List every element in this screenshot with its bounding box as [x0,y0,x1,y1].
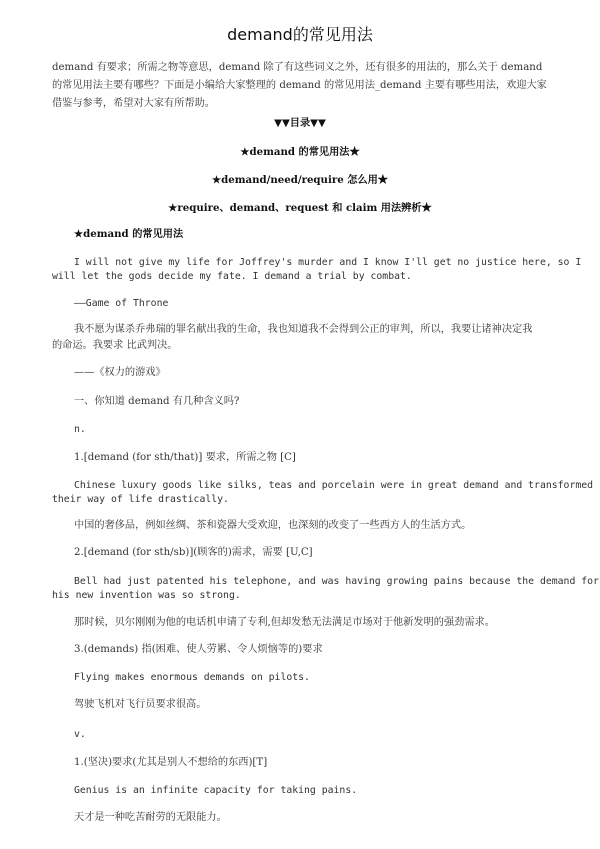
intro-line-1: demand 有要求；所需之物等意思，demand 除了有这些词义之外，还有很多的用法的，那么关于 demand [52,62,543,73]
definition-3: 3.(demands) 指(困难、使人劳累、令人烦恼等的)要求 [74,644,323,655]
intro-line-3: 借鉴与参考，希望对大家有所帮助。 [52,98,215,109]
example-2-en-line-2: his new invention was so strong. [52,590,241,601]
example-4-en: Genius is an infinite capacity for taking pains. [74,785,358,796]
section-heading: ★demand 的常见用法 [74,228,184,240]
toc-heading: ▼▼目录▼▼ [274,117,326,129]
example-2-zh: 那时候，贝尔刚刚为他的电话机申请了专利,但却发愁无法满足市场对于他新发明的强劲需求。 [74,617,495,628]
quote-zh-line-1: 我不愿为谋杀乔弗瑞的罪名献出我的生命，我也知道我不会得到公正的审判，所以，我要让诸神决定我 [74,324,533,335]
intro-line-2: 的常见用法主要有哪些？下面是小编给大家整理的 demand 的常见用法_demand 主要有哪些用法，欢迎大家 [52,80,547,91]
definition-1: 1.[demand (for sth/that)] 要求，所需之物 [C] [74,452,296,463]
toc-link-require-demand-request-claim[interactable]: ★require、demand、request 和 claim 用法辨析★ [168,202,432,214]
quote-zh-line-2: 的命运。我要求 比武判决。 [52,340,178,351]
quote-en-line-1: I will not give my life for Joffrey's murder and I know I'll get no justice here, so I [74,257,582,268]
document-title: demand的常见用法 [227,25,373,44]
question-heading: 一、你知道 demand 有几种含义吗? [74,396,240,407]
example-3-en: Flying makes enormous demands on pilots. [74,672,310,683]
example-1-en-line-1: Chinese luxury goods like silks, teas and porcelain were in great demand and transformed [74,480,594,491]
example-3-zh: 驾驶飞机对飞行员要求很高。 [74,699,207,710]
example-2-en-line-1: Bell had just patented his telephone, and was having growing pains because the demand for [74,576,599,587]
pos-noun: n. [74,424,86,435]
pos-verb: v. [74,729,86,740]
toc-link-demand-usage[interactable]: ★demand 的常见用法★ [240,146,360,158]
definition-2: 2.[demand (for sth/sb)](顾客的)需求，需要 [U,C] [74,547,313,558]
example-1-zh: 中国的奢侈品，例如丝绸、茶和瓷器大受欢迎，也深刻的改变了一些西方人的生活方式。 [74,520,472,531]
example-4-zh: 天才是一种吃苦耐劳的无限能力。 [74,812,227,823]
example-1-en-line-2: their way of life drastically. [52,494,229,505]
quote-en-line-2: will let the gods decide my fate. I demand a trial by combat. [52,271,412,282]
quote-source-en: ——Game of Throne [74,298,169,309]
quote-source-zh: ——《权力的游戏》 [74,367,166,378]
toc-link-demand-need-require[interactable]: ★demand/need/require 怎么用★ [212,174,388,186]
definition-4: 1.(坚决)要求(尤其是别人不想给的东西)[T] [74,757,268,768]
